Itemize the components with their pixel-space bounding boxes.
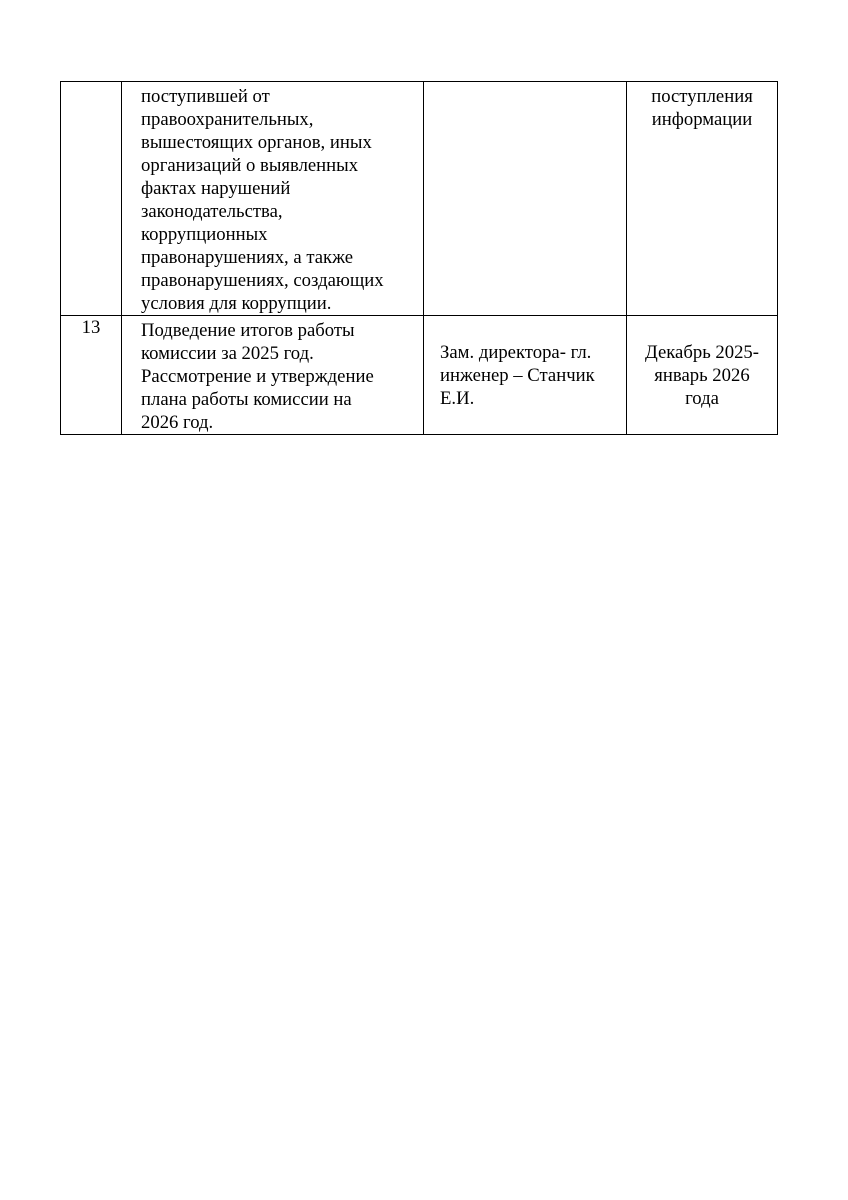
deadline-cell xyxy=(627,82,778,316)
row-number: 13 xyxy=(81,317,101,338)
deadline-text: Декабрь 2025- январь 2026 года xyxy=(644,341,759,409)
row-number-cell xyxy=(61,316,122,435)
table-row xyxy=(61,82,778,316)
activity-cell xyxy=(122,316,424,435)
activity-text: поступившей от правоохранительных, вышестоящих органов, иных организаций о выявленных фактах нарушений законодательства, коррупционных правонарушениях, а также правонарушениях, создающих условия для коррупции. xyxy=(141,86,384,314)
row-number-cell xyxy=(61,82,122,316)
activity-text: Подведение итогов работы комиссии за 2025 год. Рассмотрение и утверждение плана работы комиссии на 2026 год. xyxy=(141,320,374,433)
table-row xyxy=(61,316,778,435)
deadline-text: поступления информации xyxy=(651,86,753,130)
responsible-text: Зам. директора- гл. инженер – Станчик Е.И. xyxy=(440,341,595,409)
responsible-cell xyxy=(424,316,627,435)
activity-cell xyxy=(122,82,424,316)
responsible-cell xyxy=(424,82,627,316)
plan-table xyxy=(60,81,778,435)
deadline-cell xyxy=(627,316,778,435)
